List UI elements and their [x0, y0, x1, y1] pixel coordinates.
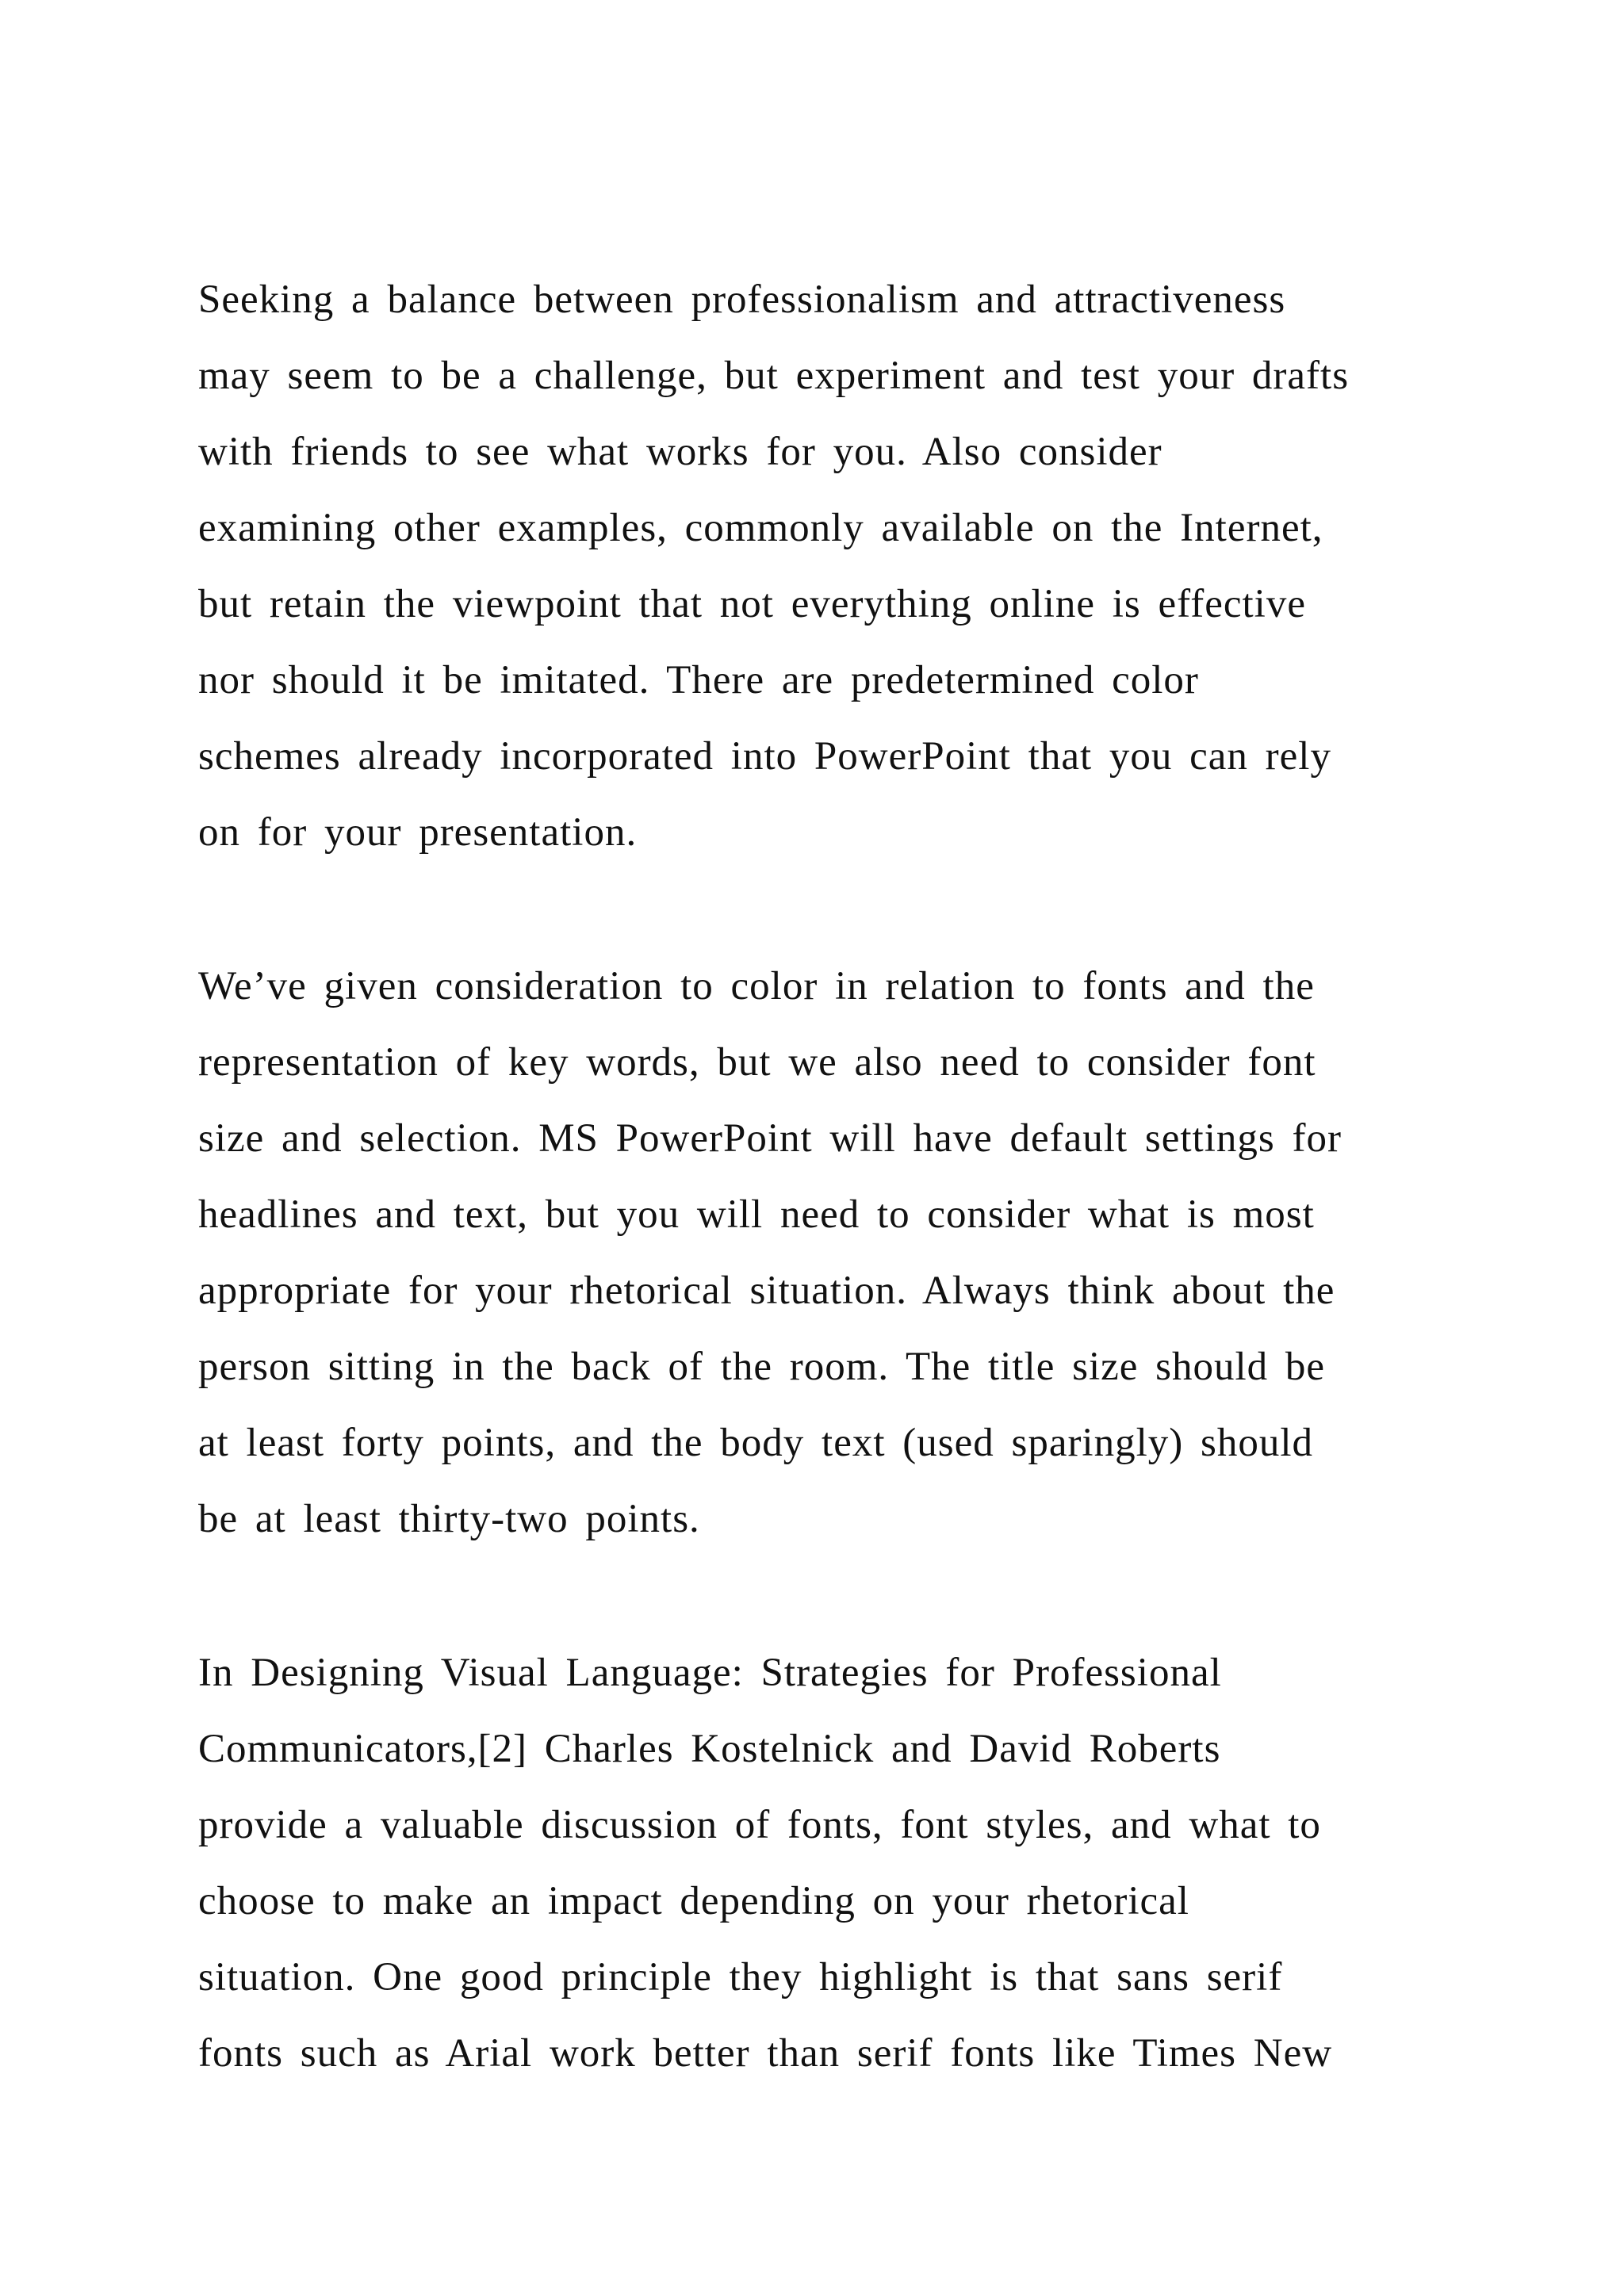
- paragraph-line: We’ve given consideration to color in relation to fonts and the: [198, 964, 1315, 1008]
- paragraph-line: on for your presentation.: [198, 810, 638, 855]
- paragraph-line: In Designing Visual Language: Strategies for Professional: [198, 1651, 1222, 1695]
- paragraph-line: provide a valuable discussion of fonts, font styles, and what to: [198, 1803, 1321, 1847]
- paragraph-line: size and selection. MS PowerPoint will have default settings for: [198, 1116, 1342, 1161]
- paragraph-line: may seem to be a challenge, but experiment and test your drafts: [198, 354, 1350, 398]
- paragraph-line: appropriate for your rhetorical situation. Always think about the: [198, 1269, 1335, 1313]
- paragraph-line: headlines and text, but you will need to consider what is most: [198, 1192, 1315, 1237]
- paragraph-line: schemes already incorporated into PowerPoint that you can rely: [198, 734, 1331, 779]
- paragraph-line: Seeking a balance between professionalism and attractiveness: [198, 277, 1286, 322]
- paragraph-line: but retain the viewpoint that not everything online is effective: [198, 582, 1306, 626]
- paragraph-line: fonts such as Arial work better than serif fonts like Times New: [198, 2031, 1333, 2076]
- paragraph-line: situation. One good principle they highlight is that sans serif: [198, 1955, 1283, 1999]
- paragraph-line: with friends to see what works for you. Also consider: [198, 430, 1162, 474]
- paragraph-line: nor should it be imitated. There are predetermined color: [198, 658, 1199, 702]
- paragraph-line: representation of key words, but we also need to consider font: [198, 1040, 1316, 1085]
- paragraph-line: person sitting in the back of the room. The title size should be: [198, 1345, 1326, 1389]
- paragraph-line: be at least thirty-two points.: [198, 1497, 700, 1541]
- paragraph-line: examining other examples, commonly available on the Internet,: [198, 506, 1323, 550]
- paragraph-line: choose to make an impact depending on your rhetorical: [198, 1879, 1189, 1923]
- paragraph-line: Communicators,[2] Charles Kostelnick and David Roberts: [198, 1727, 1221, 1771]
- paragraph-line: at least forty points, and the body text (used sparingly) should: [198, 1421, 1314, 1465]
